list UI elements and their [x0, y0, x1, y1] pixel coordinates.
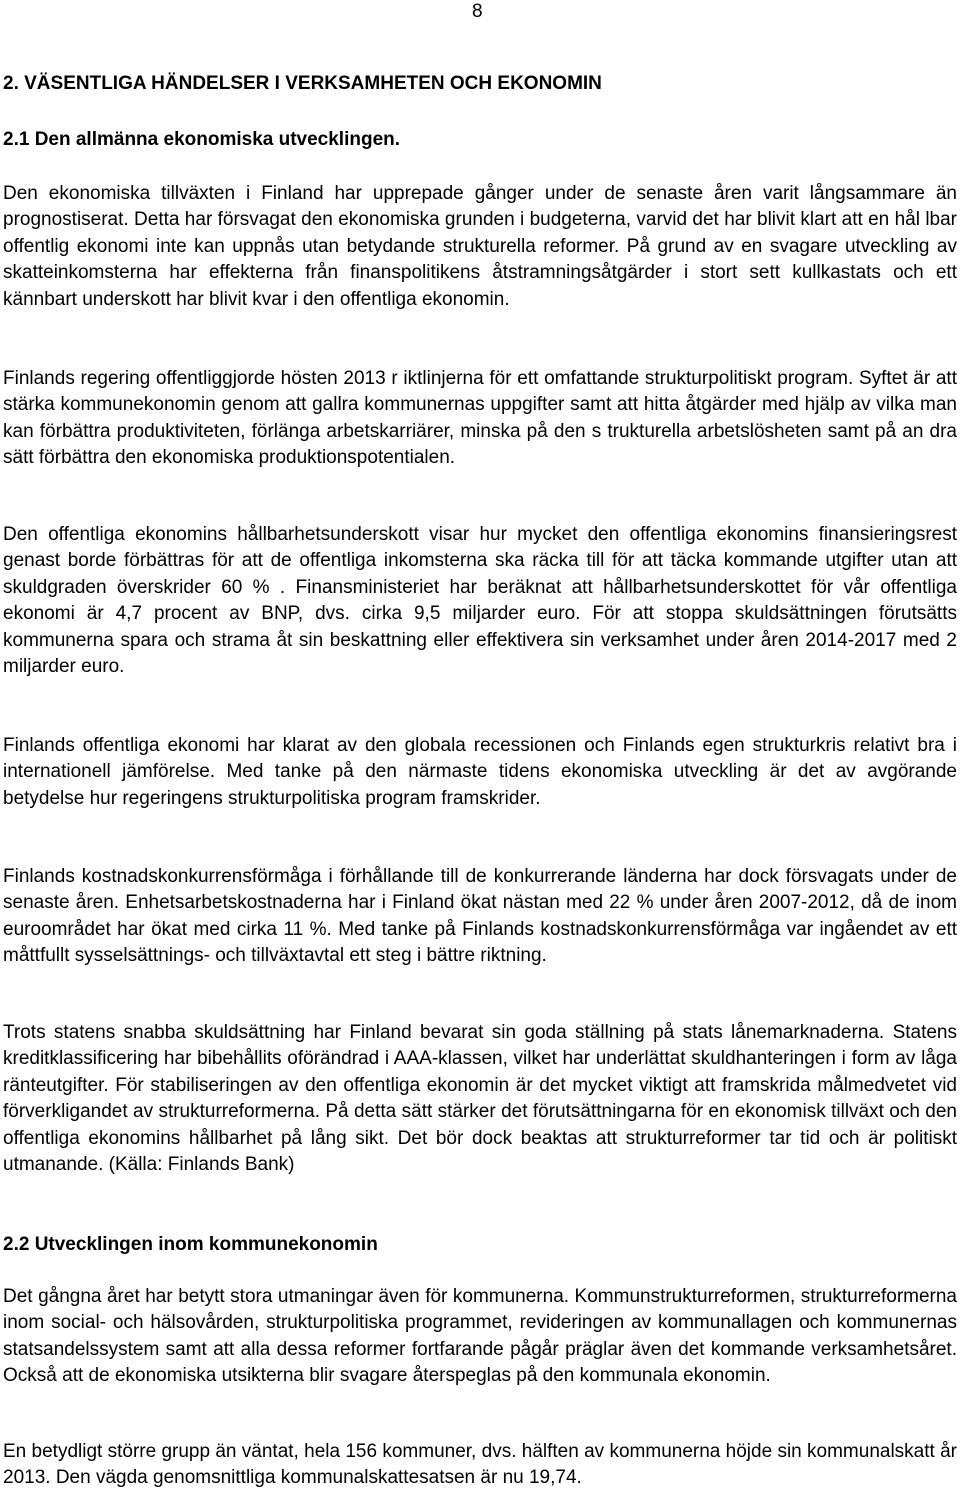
paragraph-5: Finlands kostnadskonkurrensförmåga i förhållande till de konkurrerande länderna har dock försvagats under de senaste åren. Enhetsarbetskostnaderna har i Finland ökat nästan med 22 % under åren 2007-2012, då de inom euroområdet har ökat med cirka 11 %. Med tanke på Finlands kostnadskonkurrensförmåga var ingåendet av ett måttfullt sysselsättnings- och tillväxtavtal ett steg i bättre riktning.: [3, 866, 957, 967]
section-heading: 2. VÄSENTLIGA HÄNDELSER I VERKSAMHETEN OCH EKONOMIN: [3, 73, 602, 94]
paragraph-1: Den ekonomiska tillväxten i Finland har upprepade gånger under de senaste åren varit långsammare än prognostiserat. Detta har försvagat den ekonomiska grunden i budgeterna, varvid det har blivit klart att en hål lbar offentlig ekonomi inte kan uppnås utan betydande strukturella reformer. På grund av en svagare utveckling av skatteinkomsterna har effekterna från finanspolitikens åtstramningsåtgärder i stort sett kullkastats och ett kännbart underskott har blivit kvar i den offentliga ekonomin.: [3, 183, 957, 310]
paragraph-4: Finlands offentliga ekonomi har klarat av den globala recessionen och Finlands egen strukturkris relativt bra i internationell jämförelse. Med tanke på den närmaste tidens ekonomiska utveckling är det av avgörande betydelse hur regeringens strukturpolitiska program framskrider.: [3, 735, 957, 809]
subsection-2-heading: 2.2 Utvecklingen inom kommunekonomin: [3, 1234, 378, 1255]
paragraph-2: Finlands regering offentliggjorde hösten 2013 r iktlinjerna för ett omfattande strukturpolitiskt program. Syftet är att stärka kommunekonomin genom att gallra kommunernas uppgifter samt att hitta åtgärder med hjälp av vilka man kan förbättra produktiviteten, förlänga arbetskarriärer, minska på den s trukturella arbetslösheten samt på an dra sätt förbättra den ekonomiska produktionspotentialen.: [3, 368, 957, 469]
paragraph-8: En betydligt större grupp än väntat, hela 156 kommuner, dvs. hälften av kommunerna höjde sin kommunalskatt år 2013. Den vägda genomsnittliga kommunalskattesatsen är nu 19,74.: [3, 1441, 957, 1489]
subsection-1-heading: 2.1 Den allmänna ekonomiska utvecklingen.: [3, 129, 401, 150]
paragraph-6: Trots statens snabba skuldsättning har Finland bevarat sin goda ställning på stats lånemarknaderna. Statens kreditklassificering har bibehållits oförändrad i AAA-klassen, vilket har underlättat skuldhanteringen i form av låga ränteutgifter. För stabiliseringen av den offentliga ekonomin är det mycket viktigt att framskrida målmedvetet vid förverkligandet av strukturreformerna. På detta sätt stärker det förutsättningarna för en ekonomisk tillväxt och den offentliga ekonomins hållbarhet på lång sikt. Det bör dock beaktas att strukturreformer tar tid och är politiskt utmanande. (Källa: Finlands Bank): [3, 1022, 957, 1176]
paragraph-7: Det gångna året har betytt stora utmaningar även för kommunerna. Kommunstrukturreformen, strukturreformerna inom social- och hälsovården, strukturpolitiska programmet, revideringen av kommunallagen och kommunernas statsandelssystem samt att alla dessa reformer fortfarande pågår präglar även det kommande verksamhetsåret. Också att de ekonomiska utsikterna blir svagare återspeglas på den kommunala ekonomin.: [3, 1286, 957, 1387]
page-number: 8: [472, 1, 483, 22]
paragraph-3: Den offentliga ekonomins hållbarhetsunderskott visar hur mycket den offentliga ekonomins finansieringsrest genast borde förbättras för att de offentliga inkomsterna ska räcka till för att täcka kommande utgifter utan att skuldgraden överskrider 60 % . Finansministeriet har beräknat att hållbarhetsunderskottet för vår offentliga ekonomi är 4,7 procent av BNP, dvs. cirka 9,5 miljarder euro. För att stoppa skuldsättningen förutsätts kommunerna spara och strama åt sin beskattning eller effektivera sin verksamhet under åren 2014-2017 med 2 miljarder euro.: [3, 524, 957, 678]
